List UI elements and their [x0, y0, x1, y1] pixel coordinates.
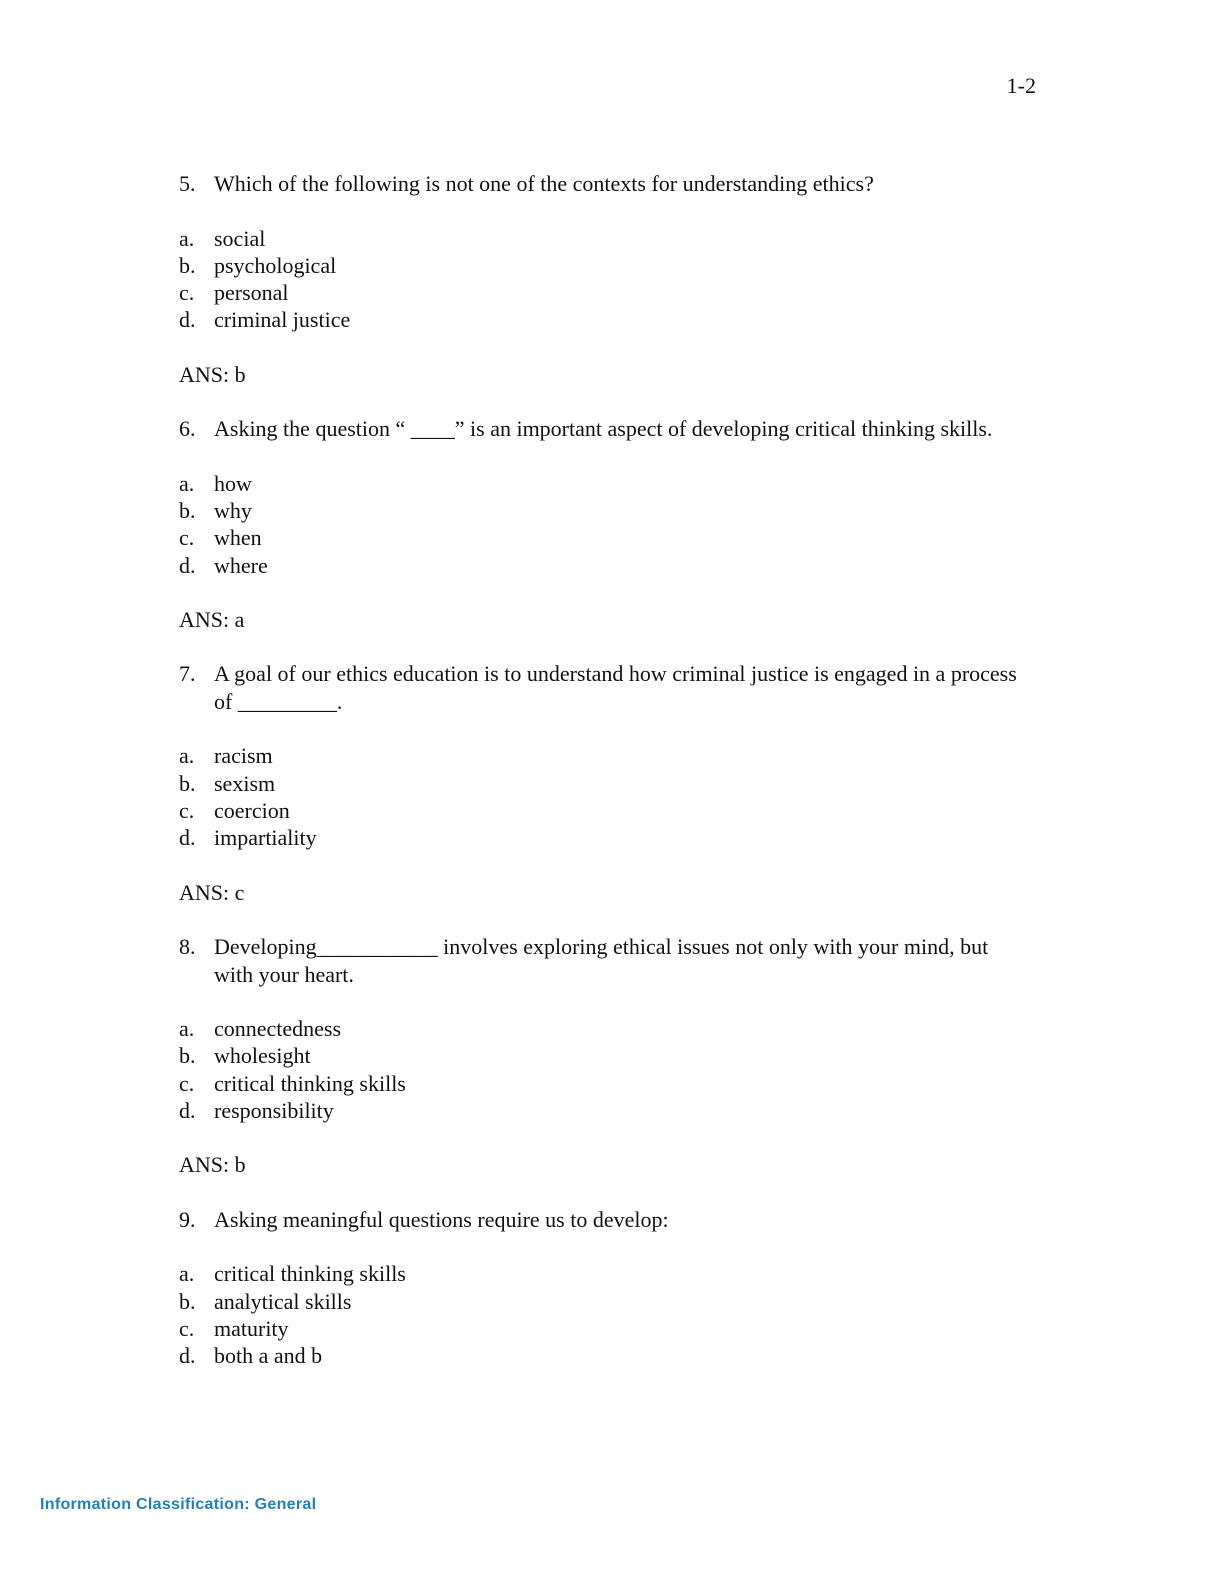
- option-b: [179, 252, 1029, 279]
- option-text: why: [214, 497, 252, 523]
- option-letter: d.: [179, 552, 196, 578]
- option-letter: d.: [179, 825, 196, 851]
- option-letter: b.: [179, 1043, 196, 1069]
- option-text: psychological: [214, 252, 337, 278]
- option-b: [179, 1042, 1029, 1069]
- option-text: wholesight: [214, 1043, 311, 1069]
- answer: ANS: b: [179, 1152, 246, 1178]
- option-a: [179, 742, 1029, 769]
- option-letter: d.: [179, 1343, 196, 1369]
- option-text: racism: [214, 743, 273, 769]
- option-text: impartiality: [214, 825, 317, 851]
- option-letter: c.: [179, 280, 195, 306]
- option-text: critical thinking skills: [214, 1070, 406, 1096]
- option-text: connectedness: [214, 1016, 342, 1042]
- option-d: [179, 306, 1029, 333]
- question-text: Which of the following is not one of the contexts for understanding ethics?: [214, 171, 874, 196]
- option-d: [179, 824, 1029, 851]
- option-list: [179, 742, 1029, 851]
- option-text: analytical skills: [214, 1288, 352, 1314]
- option-letter: a.: [179, 1016, 195, 1042]
- option-text: criminal justice: [214, 307, 351, 333]
- question-number: 5.: [179, 171, 196, 196]
- question-list: [179, 170, 1029, 1369]
- option-letter: c.: [179, 1070, 195, 1096]
- question-text: Asking meaningful questions require us to develop:: [214, 1206, 669, 1232]
- option-a: [179, 225, 1029, 252]
- page-number: 1-2: [1006, 73, 1036, 98]
- option-text: both a and b: [214, 1343, 323, 1369]
- question-number: 6.: [179, 416, 196, 442]
- option-list: [179, 225, 1029, 334]
- option-c: [179, 797, 1029, 824]
- option-letter: b.: [179, 770, 196, 796]
- option-letter: a.: [179, 470, 195, 496]
- question-number: 8.: [179, 934, 196, 960]
- option-letter: a.: [179, 225, 195, 251]
- option-letter: d.: [179, 1097, 196, 1123]
- option-letter: c.: [179, 1315, 195, 1341]
- question-number: 9.: [179, 1206, 196, 1232]
- option-text: responsibility: [214, 1097, 334, 1123]
- option-letter: c.: [179, 525, 195, 551]
- option-b: [179, 1288, 1029, 1315]
- option-d: [179, 552, 1029, 579]
- option-b: [179, 497, 1029, 524]
- option-text: sexism: [214, 770, 276, 796]
- question-7: [179, 660, 1029, 906]
- option-letter: d.: [179, 307, 196, 333]
- option-letter: c.: [179, 797, 195, 823]
- option-c: [179, 279, 1029, 306]
- option-a: [179, 470, 1029, 497]
- option-c: [179, 1070, 1029, 1097]
- option-text: critical thinking skills: [214, 1261, 406, 1287]
- answer: ANS: a: [179, 606, 245, 632]
- option-text: maturity: [214, 1315, 289, 1341]
- answer: ANS: b: [179, 361, 246, 387]
- question-number: 7.: [179, 661, 196, 687]
- option-b: [179, 770, 1029, 797]
- classification-footer: Information Classification: General: [40, 1496, 317, 1513]
- option-d: [179, 1097, 1029, 1124]
- option-letter: b.: [179, 252, 196, 278]
- option-a: [179, 1260, 1029, 1287]
- option-a: [179, 1015, 1029, 1042]
- question-9: [179, 1206, 1029, 1370]
- option-letter: a.: [179, 1261, 195, 1287]
- question-text: Asking the question “ ____” is an important aspect of developing critical thinking skills.: [214, 416, 993, 442]
- question-text: Developing___________ involves exploring ethical issues not only with your mind, but with your heart.: [214, 934, 989, 987]
- option-text: where: [214, 552, 268, 578]
- option-c: [179, 524, 1029, 551]
- option-d: [179, 1342, 1029, 1369]
- option-text: when: [214, 525, 262, 551]
- option-text: social: [214, 225, 266, 251]
- option-c: [179, 1315, 1029, 1342]
- question-5: [179, 170, 1029, 388]
- option-letter: b.: [179, 1288, 196, 1314]
- option-list: [179, 470, 1029, 579]
- option-text: coercion: [214, 797, 290, 823]
- option-list: [179, 1015, 1029, 1124]
- option-letter: a.: [179, 743, 195, 769]
- option-text: how: [214, 470, 252, 496]
- option-list: [179, 1260, 1029, 1369]
- option-letter: b.: [179, 497, 196, 523]
- question-8: [179, 933, 1029, 1179]
- option-text: personal: [214, 280, 289, 306]
- answer: ANS: c: [179, 879, 245, 905]
- question-text: A goal of our ethics education is to understand how criminal justice is engaged in a process of _________.: [214, 661, 1017, 714]
- question-6: [179, 415, 1029, 633]
